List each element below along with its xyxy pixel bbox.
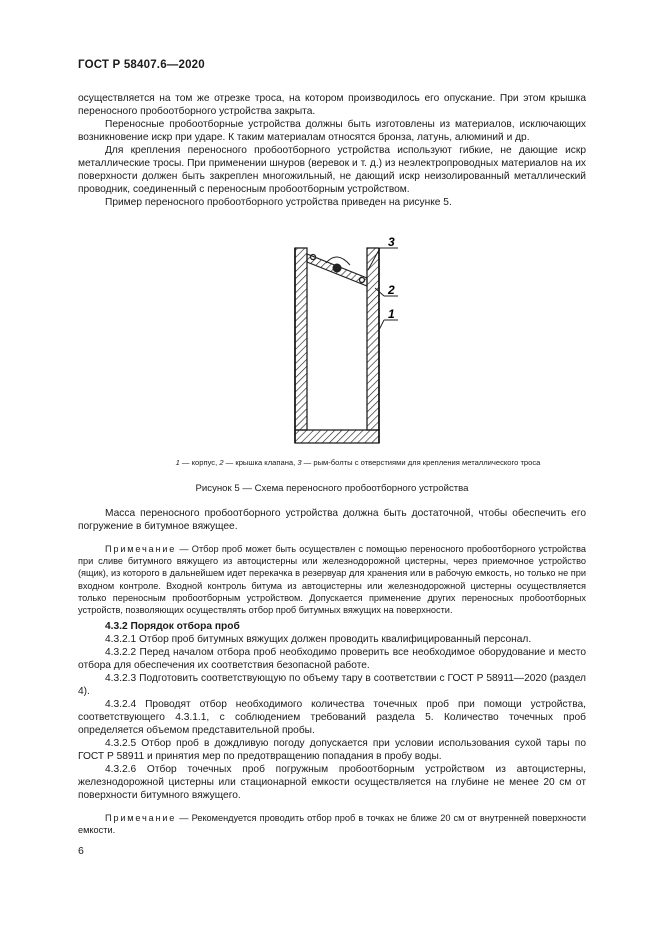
figure-legend: 1 — корпус, 2 — крышка клапана, 3 — рым-болты с отверстиями для крепления металлического троса <box>175 458 541 467</box>
note-text: — Рекомендуется проводить отбор проб в точках не ближе 20 см от внутренней поверхности емкости. <box>78 813 586 836</box>
figure-sampler-diagram <box>280 230 410 450</box>
paragraph: Переносные пробоотборные устройства должны быть изготовлены из материалов, исключающих возникновение искр при ударе. К таким материалам относятся бронза, латунь, алюминий и др. <box>78 119 586 143</box>
body-left-wall <box>295 248 307 430</box>
page-number: 6 <box>78 845 84 857</box>
note-label: Примечание <box>105 813 177 823</box>
body-right-wall <box>367 248 379 430</box>
paragraph: Для крепления переносного пробоотборного устройства используют гибкие, не дающие искр металлические тросы. При применении шнуров (веревок и т. д.) из неэлектропроводных материалов на их поверхности должен быть закреплен многожильный, не дающий искр неизолированный металлический проводник, соединенный с переносным пробоотборным устройством. <box>78 145 586 195</box>
section-item: 4.3.2.5 Отбор проб в дождливую погоду допускается при условии использования сухой тары по ГОСТ Р 58911 и принятия мер по предотвращению попадания в пробу воды. <box>78 738 586 762</box>
note-label: Примечание <box>105 544 177 554</box>
mass-paragraph-block <box>78 507 586 533</box>
section-heading: 4.3.2 Порядок отбора проб <box>105 621 240 632</box>
body-bottom <box>295 430 379 443</box>
callout-2: 2 <box>388 283 395 297</box>
paragraph: Масса переносного пробоотборного устройства должна быть достаточной, чтобы обеспечить его погружение в битумное вяжущее. <box>78 508 586 532</box>
top-text-block <box>78 92 586 209</box>
note-1 <box>78 543 586 616</box>
figure-caption: Рисунок 5 — Схема переносного пробоотборного устройства <box>195 483 469 494</box>
paragraph: Пример переносного пробоотборного устройства приведен на рисунке 5. <box>105 197 452 208</box>
section-4-3-2 <box>78 620 586 802</box>
section-item: 4.3.2.3 Подготовить соответствующую по объему тару в соответствии с ГОСТ Р 58911—2020 (раздел 4). <box>78 673 586 697</box>
section-item: 4.3.2.1 Отбор проб битумных вяжущих должен проводить квалифицированный персонал. <box>105 634 532 645</box>
section-item: 4.3.2.4 Проводят отбор необходимого количества точечных проб при помощи устройства, соответствующего 4.3.1.1, с соблюдением требований раздела 5. Количество точечных проб определяется объемом представительной пробы. <box>78 699 586 736</box>
section-item: 4.3.2.2 Перед началом отбора проб необходимо проверить все необходимое оборудование и место отбора для обеспечения их соответствия безопасной работе. <box>78 647 586 671</box>
callout-1: 1 <box>388 307 395 321</box>
paragraph: осуществляется на том же отрезке троса, на котором производилось его опускание. При этом крышка переносного пробоотборного устройства закрыта. <box>78 93 586 117</box>
section-item: 4.3.2.6 Отбор точечных проб погружным пробоотборным устройством из автоцистерны, железнодорожной цистерны или стационарной емкости осуществляется на глубине не менее 20 см от поверхности битумного вяжущего. <box>78 764 586 801</box>
page-header: ГОСТ Р 58407.6—2020 <box>78 59 205 71</box>
eye-bolt <box>333 264 342 273</box>
note-2 <box>78 812 586 836</box>
note-text: — Отбор проб может быть осуществлен с помощью переносного пробоотборного устройства при сливе битумного вяжущего из автоцистерны или железнодорожной цистерны, через приемочное устройство (ящик), из которого в дальнейшем идет перекачка в резервуар для хранения или в рабочую емкость, но только не при входном контроле. Входной контроль битума из автоцистерны или железнодорожной цистерны осуществляется только переносным пробоотборным устройством. Допускается применение других переносных пробоотборных устройств, позволяющих осуществлять отбор проб битумных вяжущих на поверхности. <box>78 544 586 616</box>
callout-3: 3 <box>388 235 395 249</box>
